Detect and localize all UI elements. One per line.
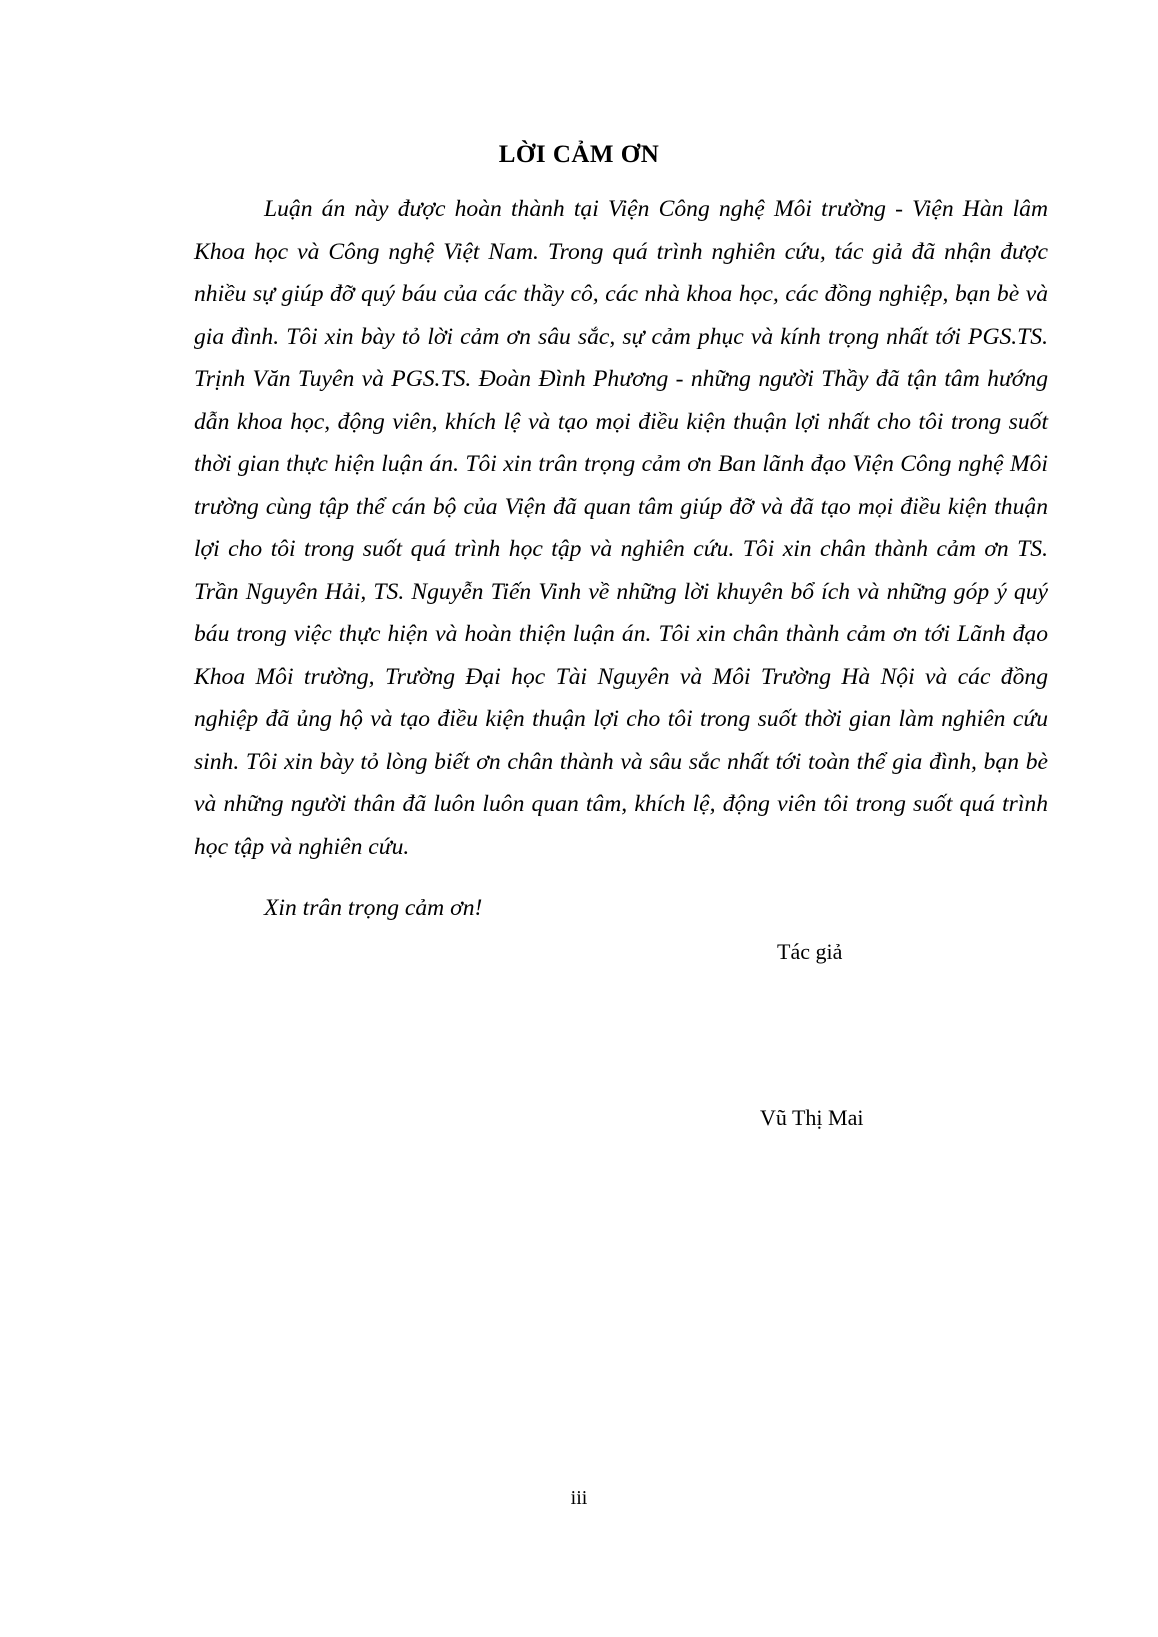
page-title: LỜI CẢM ƠN <box>498 141 660 168</box>
acknowledgement-paragraph: Luận án này được hoàn thành tại Viện Công nghệ Môi trường - Viện Hàn lâm Khoa học và Công nghệ Việt Nam. Trong quá trình nghiên cứu, tác giả đã nhận được nhiều sự giúp đỡ quý báu của các thầy cô, các nhà khoa học, các đồng nghiệp, bạn bè và gia đình. Tôi xin bày tỏ lời cảm ơn sâu sắc, sự cảm phục và kính trọng nhất tới PGS.TS. Trịnh Văn Tuyên và PGS.TS. Đoàn Đình Phương - những người Thầy đã tận tâm hướng dẫn khoa học, động viên, khích lệ và tạo mọi điều kiện thuận lợi nhất cho tôi trong suốt thời gian thực hiện luận án. Tôi xin trân trọng cảm ơn Ban lãnh đạo Viện Công nghệ Môi trường cùng tập thể cán bộ của Viện đã quan tâm giúp đỡ và đã tạo mọi điều kiện thuận lợi cho tôi trong suốt quá trình học tập và nghiên cứu. Tôi xin chân thành cảm ơn TS. Trần Nguyên Hải, TS. Nguyễn Tiến Vinh về những lời khuyên bổ ích và những góp ý quý báu trong việc thực hiện và hoàn thiện luận án. Tôi xin chân thành cảm ơn tới Lãnh đạo Khoa Môi trường, Trường Đại học Tài Nguyên và Môi Trường Hà Nội và các đồng nghiệp đã ủng hộ và tạo điều kiện thuận lợi cho tôi trong suốt thời gian làm nghiên cứu sinh. Tôi xin bày tỏ lòng biết ơn chân thành và sâu sắc nhất tới toàn thể gia đình, bạn bè và những người thân đã luôn luôn quan tâm, khích lệ, động viên tôi trong suốt quá trình học tập và nghiên cứu. <box>194 196 1048 860</box>
page-number: iii <box>570 1487 588 1509</box>
closing-line: Xin trân trọng cảm ơn! <box>264 895 483 921</box>
author-name: Vũ Thị Mai <box>760 1105 864 1130</box>
author-label: Tác giả <box>777 939 843 964</box>
